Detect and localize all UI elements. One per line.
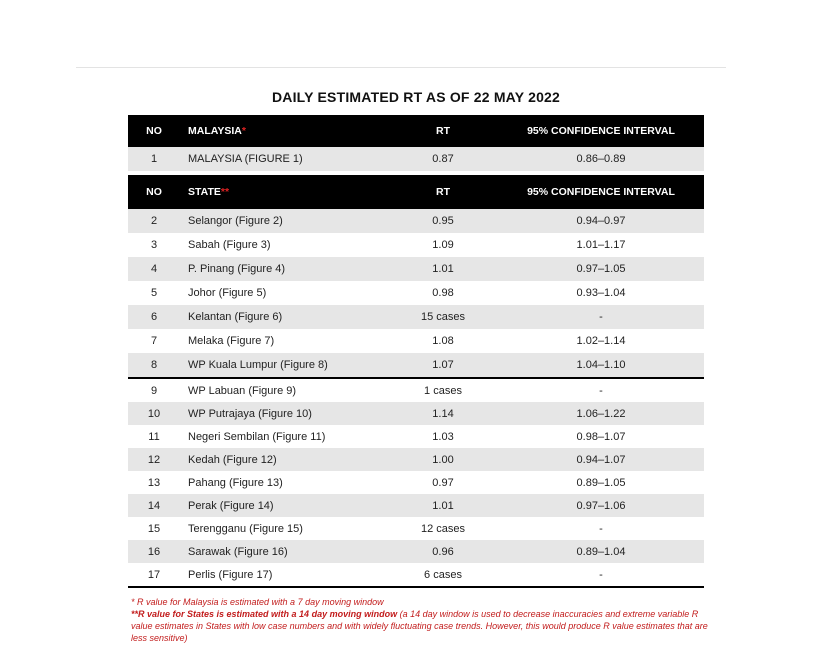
row-ci: -: [599, 311, 603, 323]
row-no: 4: [150, 263, 158, 275]
table-row: [128, 448, 704, 471]
row-rt: 15 cases: [420, 311, 466, 323]
table-row: [128, 425, 704, 448]
header-no: NO: [146, 125, 162, 137]
header-ci: 95% CONFIDENCE INTERVAL: [527, 186, 675, 198]
row-rt: 1.01: [432, 263, 454, 275]
row-rt: 12 cases: [420, 522, 466, 535]
row-ci: 0.89–1.05: [576, 476, 626, 489]
row-ci: -: [599, 522, 603, 535]
row-rt: 0.98: [432, 287, 454, 299]
row-ci: 1.06–1.22: [576, 407, 626, 420]
table-row: [128, 540, 704, 563]
page-title: DAILY ESTIMATED RT AS OF 22 MAY 2022: [271, 89, 561, 105]
row-no: 7: [150, 335, 158, 347]
header-state-stars: **: [220, 186, 230, 198]
row-rt: 1.01: [432, 499, 454, 512]
row-ci: 0.94–1.07: [576, 453, 626, 466]
row-no: 11: [148, 430, 160, 443]
row-name: Pahang (Figure 13): [188, 476, 283, 489]
row-no: 15: [147, 522, 161, 535]
header-rt: RT: [436, 125, 450, 137]
row-ci: 1.04–1.10: [576, 359, 626, 371]
header-rt: RT: [436, 186, 450, 198]
row-rt: 1.03: [432, 430, 454, 443]
footnote-states-text: (a 14 day window is used to decrease inaccuracies and extreme variable R value estimates in States with low case numbers and with widely fluctuating case trends. However, this would produce R value estimates that are less sensitive): [131, 609, 708, 643]
footnote-states-bold: **R value for States is estimated with a 14 day moving window: [131, 609, 398, 619]
row-ci: 0.93–1.04: [576, 287, 626, 299]
table-row: [128, 281, 704, 305]
header-no: NO: [146, 186, 162, 198]
row-name: Johor (Figure 5): [188, 287, 267, 299]
row-no: 1: [150, 153, 158, 165]
row-ci: 0.94–0.97: [576, 215, 626, 227]
row-name: Sarawak (Figure 16): [188, 545, 288, 558]
row-rt: 0.87: [432, 153, 454, 165]
table-row: [128, 379, 704, 402]
table-row: [128, 209, 704, 233]
header-state-label: STATE: [188, 186, 221, 198]
header-ci: 95% CONFIDENCE INTERVAL: [527, 125, 675, 137]
row-rt: 1.14: [432, 407, 454, 420]
row-name: Kelantan (Figure 6): [188, 311, 283, 323]
national-table: [128, 115, 704, 171]
table-row: [128, 147, 704, 171]
row-name: Perak (Figure 14): [188, 499, 274, 512]
table-bottom-rule: [128, 586, 704, 588]
footnote-malaysia: * R value for Malaysia is estimated with a 7 day moving window: [131, 597, 384, 607]
row-rt: 0.97: [432, 476, 454, 489]
row-rt: 1.09: [432, 239, 454, 251]
row-ci: 0.97–1.05: [576, 263, 626, 275]
row-no: 6: [150, 311, 158, 323]
row-no: 8: [150, 359, 158, 371]
table-row: [128, 402, 704, 425]
row-ci: 1.01–1.17: [576, 239, 626, 251]
row-no: 16: [147, 545, 161, 558]
row-no: 2: [150, 215, 158, 227]
top-divider: [76, 67, 726, 68]
row-name: Terengganu (Figure 15): [188, 522, 303, 535]
states-header-row: [128, 175, 704, 209]
row-no: 10: [147, 407, 161, 420]
row-ci: 0.89–1.04: [576, 545, 626, 558]
row-name: WP Labuan (Figure 9): [188, 384, 297, 397]
row-name: Melaka (Figure 7): [188, 335, 275, 347]
table-row: [128, 353, 704, 377]
row-rt: 1.08: [432, 335, 454, 347]
row-ci: 0.86–0.89: [576, 153, 626, 165]
row-no: 17: [147, 568, 161, 581]
row-ci: 0.97–1.06: [576, 499, 626, 512]
row-name: Kedah (Figure 12): [188, 453, 277, 466]
table-row: [128, 257, 704, 281]
row-rt: 6 cases: [424, 568, 462, 581]
row-name: P. Pinang (Figure 4): [188, 263, 286, 275]
table-row: [128, 233, 704, 257]
states-table: [128, 175, 704, 588]
row-name: Negeri Sembilan (Figure 11): [188, 430, 326, 443]
row-no: 12: [147, 453, 161, 466]
table-row: [128, 305, 704, 329]
row-ci: -: [599, 568, 603, 581]
row-rt: 1.07: [432, 359, 454, 371]
header-malaysia-label: MALAYSIA: [188, 125, 242, 137]
row-name: WP Putrajaya (Figure 10): [188, 407, 312, 420]
row-name: Selangor (Figure 2): [188, 215, 283, 227]
footnotes: [131, 596, 721, 644]
table-row: [128, 563, 704, 586]
row-rt: 0.96: [432, 545, 454, 558]
states-rows-group-a: [128, 209, 704, 377]
row-name: Sabah (Figure 3): [188, 239, 271, 251]
table-row: [128, 517, 704, 540]
row-no: 3: [150, 239, 158, 251]
states-rows-group-b: [128, 379, 704, 586]
national-header-row: [128, 115, 704, 147]
row-name: MALAYSIA (FIGURE 1): [188, 153, 303, 165]
row-ci: 0.98–1.07: [576, 430, 626, 443]
header-malaysia: [180, 125, 388, 137]
row-no: 5: [150, 287, 158, 299]
header-malaysia-star: *: [241, 125, 246, 137]
footnote-states: [131, 608, 721, 644]
row-rt: 1 cases: [424, 384, 462, 397]
row-ci: 1.02–1.14: [576, 335, 626, 347]
table-row: [128, 329, 704, 353]
row-name: WP Kuala Lumpur (Figure 8): [188, 359, 328, 371]
header-state: [180, 186, 388, 198]
row-rt: 0.95: [432, 215, 454, 227]
row-name: Perlis (Figure 17): [188, 568, 273, 581]
table-row: [128, 494, 704, 517]
row-no: 14: [147, 499, 161, 512]
row-no: 9: [150, 384, 158, 397]
row-ci: -: [599, 384, 603, 397]
table-row: [128, 471, 704, 494]
row-rt: 1.00: [432, 453, 454, 466]
row-no: 13: [147, 476, 161, 489]
